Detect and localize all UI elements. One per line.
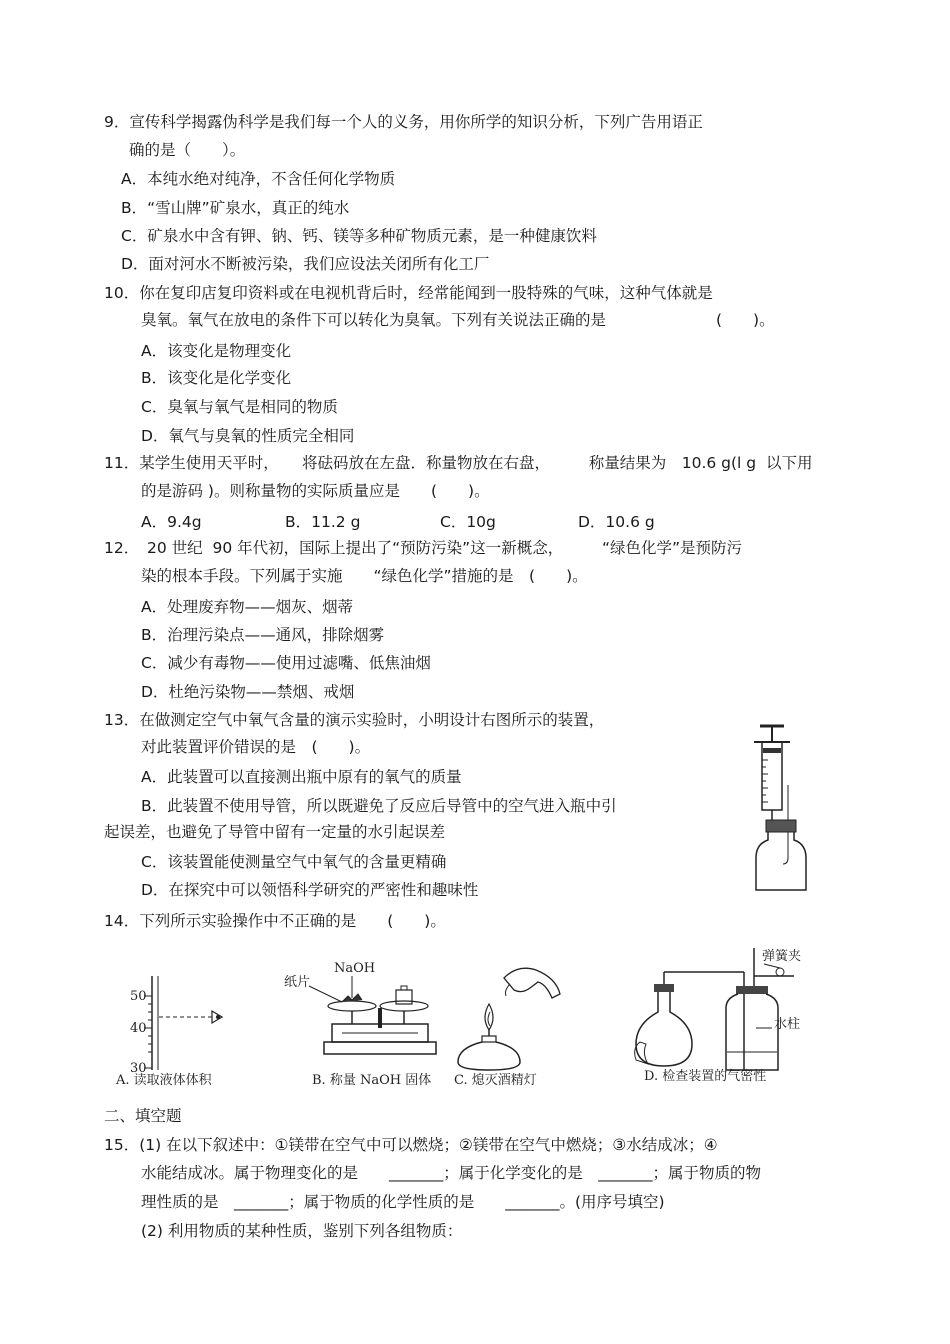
q12-stem-line1: 12． 20 世纪 90 年代初，国际上提出了“预防污染”这一新概念， “绿色化学”是预防污 bbox=[104, 539, 743, 557]
q13-option-b: B．此装置不使用导管，所以既避免了反应后导管中的空气进入瓶中引 bbox=[141, 797, 617, 815]
q14-stem: 14．下列所示实验操作中不正确的是 ( )。 bbox=[104, 912, 446, 930]
scale-label-40: 40 bbox=[130, 1021, 147, 1036]
caption-a: A. 读取液体体积 bbox=[116, 1073, 212, 1088]
q12-stem-line2: 染的根本手段。下列属于实施 “绿色化学”措施的是 ( )。 bbox=[141, 567, 588, 585]
syringe-bottle-apparatus-figure bbox=[748, 720, 818, 895]
caption-b: B. 称量 NaOH 固体 bbox=[312, 1073, 432, 1088]
q11-option-a: A．9.4g bbox=[141, 513, 202, 531]
figure-a-graduated-cylinder bbox=[130, 976, 222, 1076]
q10-stem-line1: 10．你在复印店复印资料或在电视机背后时，经常能闻到一股特殊的气味，这种气体就是 bbox=[104, 284, 713, 302]
q10-stem-line2: 臭氧。氧气在放电的条件下可以转化为臭氧。下列有关说法正确的是 bbox=[141, 311, 607, 329]
q15-line1: 15．(1) 在以下叙述中：①镁带在空气中可以燃烧；②镁带在空气中燃烧；③水结成冰；④ bbox=[104, 1136, 718, 1154]
q10-option-c: C．臭氧与氧气是相同的物质 bbox=[141, 398, 338, 416]
q10-option-a: A．该变化是物理变化 bbox=[141, 342, 292, 360]
q9-stem-line1: 9．宣传科学揭露伪科学是我们每一个人的义务，用你所学的知识分析，下列广告用语正 bbox=[104, 113, 703, 131]
caption-d: D. 检查装置的气密性 bbox=[644, 1069, 767, 1084]
q12-option-c: C．减少有毒物——使用过滤嘴、低焦油烟 bbox=[141, 654, 431, 672]
label-spring-clip: 弹簧夹 bbox=[762, 949, 802, 964]
figure-d-airtightness-check bbox=[635, 948, 801, 1070]
q11-stem-line1: 11．某学生使用天平时， 将砝码放在左盘．称量物放在右盘， 称量结果为 10.6 g(l g 以下用 bbox=[104, 454, 813, 472]
q12-option-d: D．杜绝污染物——禁烟、戒烟 bbox=[141, 683, 355, 701]
q13-option-d: D．在探究中可以领悟科学研究的严密性和趣味性 bbox=[141, 881, 479, 899]
q10-option-b: B．该变化是化学变化 bbox=[141, 369, 292, 387]
q11-option-d: D．10.6 g bbox=[578, 513, 655, 531]
q14-figures bbox=[104, 942, 824, 1092]
scale-label-30: 30 bbox=[130, 1061, 147, 1076]
q9-option-d: D．面对河水不断被污染，我们应设法关闭所有化工厂 bbox=[121, 255, 490, 273]
q13-stem-line1: 13．在做测定空气中氧气含量的演示实验时，小明设计右图所示的装置， bbox=[104, 711, 605, 729]
label-paper: 纸片 bbox=[284, 975, 311, 990]
q9-option-a: A．本纯水绝对纯净，不含任何化学物质 bbox=[121, 170, 396, 188]
label-water-column: 水柱 bbox=[774, 1017, 801, 1032]
q12-option-a: A．处理废弃物——烟灰、烟蒂 bbox=[141, 598, 354, 616]
q11-option-b: B．11.2 g bbox=[285, 513, 361, 531]
q13-stem-line2: 对此装置评价错误的是 ( )。 bbox=[141, 738, 371, 756]
q15-line2: 水能结成冰。属于物理变化的是 _______；属于化学变化的是 _______；属于物质的物 bbox=[141, 1164, 762, 1182]
figure-b-balance bbox=[284, 961, 436, 1054]
q11-stem-line2: 的是游码 )。则称量物的实际质量应是 ( )。 bbox=[141, 482, 490, 500]
q9-option-c: C．矿泉水中含有钾、钠、钙、镁等多种矿物质元素，是一种健康饮料 bbox=[121, 227, 597, 245]
q13-option-b-cont: 起误差，也避免了导管中留有一定量的水引起误差 bbox=[104, 823, 446, 841]
q9-option-b: B．“雪山牌”矿泉水，真正的纯水 bbox=[121, 199, 350, 217]
scale-label-50: 50 bbox=[130, 989, 147, 1004]
section-heading-fill-in: 二、填空题 bbox=[104, 1107, 182, 1125]
q10-option-d: D．氧气与臭氧的性质完全相同 bbox=[141, 427, 355, 445]
q15-line3: 理性质的是 _______；属于物质的化学性质的是 _______。(用序号填空) bbox=[141, 1193, 665, 1211]
q15-line4: (2) 利用物质的某种性质，鉴别下列各组物质： bbox=[141, 1222, 463, 1240]
figure-c-alcohol-lamp bbox=[458, 968, 560, 1070]
q13-option-a: A．此装置可以直接测出瓶中原有的氧气的质量 bbox=[141, 768, 462, 786]
q12-option-b: B．治理污染点——通风，排除烟雾 bbox=[141, 626, 385, 644]
caption-c: C. 熄灭酒精灯 bbox=[454, 1073, 537, 1088]
q10-answer-paren: ( )。 bbox=[716, 311, 775, 329]
q9-stem-line2: 确的是（ ）。 bbox=[129, 141, 246, 159]
label-naoh: NaOH bbox=[334, 961, 376, 976]
q11-option-c: C．10g bbox=[440, 513, 496, 531]
q13-option-c: C．该装置能使测量空气中氧气的含量更精确 bbox=[141, 853, 447, 871]
